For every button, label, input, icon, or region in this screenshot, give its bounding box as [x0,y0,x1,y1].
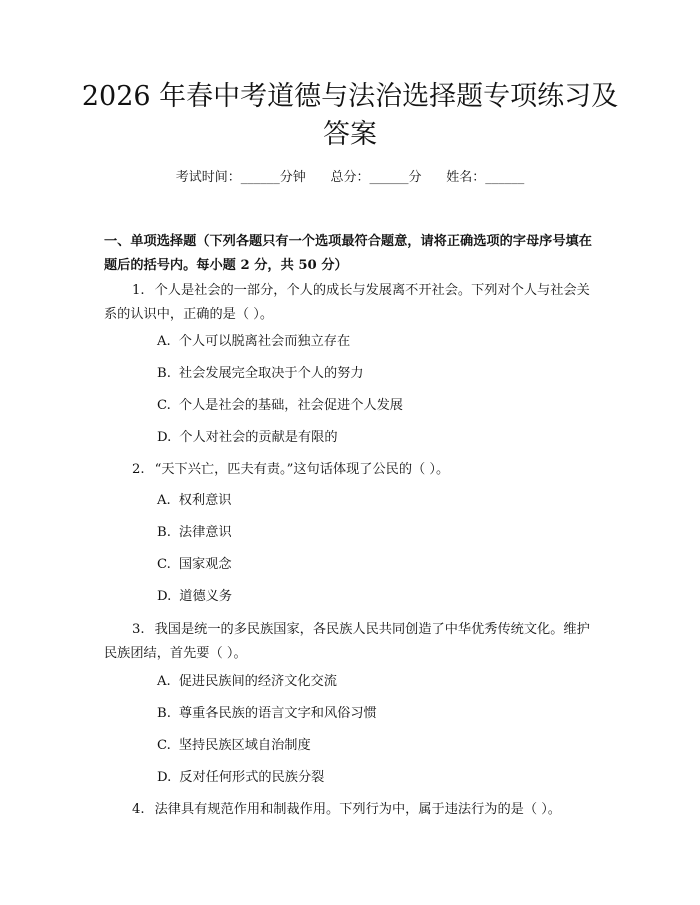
option-text: 坚持民族区域自治制度 [178,738,311,753]
option-letter: B. [157,525,171,540]
option-letter: D. [157,589,172,604]
option-text: 权利意识 [178,493,232,508]
document-title: 2026 年春中考道德与法治选择题专项练习及答案 [81,81,619,150]
question-number: 2. [132,462,145,477]
option-letter: A. [157,674,171,689]
option-text: 道德义务 [179,589,233,604]
option-letter: A. [157,334,171,349]
option-text: 尊重各民族的语言文字和风俗习惯 [178,706,377,721]
section-heading: 一、单项选择题（下列各题只有一个选项最符合题意，请将正确选项的字母序号填在题后的括号内。每小题 2 分，共 50 分） [104,234,592,273]
question-number: 4. [132,802,145,817]
question-text: 我国是统一的多民族国家，各民族人民共同创造了中华优秀传统文化。维护民族团结，首先要（ ）。 [104,622,590,661]
question-text: “天下兴亡，匹夫有责。”这句话体现了公民的（ ）。 [154,462,450,477]
question-3-option-d [157,768,597,788]
option-letter: C. [157,738,171,753]
option-text: 个人可以脱离社会而独立存在 [178,334,351,349]
question-1-option-a [157,332,597,352]
exam-info-line: 考试时间：______分钟 总分：______分 姓名：______ [175,170,525,185]
question-1-option-b [157,364,597,384]
question-1-option-c [157,396,597,416]
question-3-option-c [157,736,597,756]
option-letter: D. [157,430,172,445]
question-2-option-c [157,555,597,575]
option-text: 个人对社会的贡献是有限的 [179,430,338,445]
question-text: 个人是社会的一部分，个人的成长与发展离不开社会。下列对个人与社会关系的认识中，正确的是（ ）。 [104,283,590,322]
option-letter: C. [157,557,171,572]
option-text: 促进民族间的经济文化交流 [178,674,337,689]
question-2-option-a [157,491,597,511]
question-3-option-b [157,704,597,724]
question-number: 1. [132,283,145,298]
option-text: 社会发展完全取决于个人的努力 [178,366,364,381]
option-text: 个人是社会的基础，社会促进个人发展 [178,398,403,413]
option-text: 国家观念 [178,557,232,572]
question-3-option-a [157,672,597,692]
option-letter: C. [157,398,171,413]
question-text: 法律具有规范作用和制裁作用。下列行为中，属于违法行为的是（ ）。 [154,802,561,817]
option-letter: B. [157,706,171,721]
option-text: 法律意识 [178,525,232,540]
question-3 [104,618,602,666]
question-2 [104,458,602,482]
option-letter: B. [157,366,171,381]
question-1-option-d [157,428,597,448]
option-letter: A. [157,493,171,508]
question-2-option-d [157,587,597,607]
option-text: 反对任何形式的民族分裂 [179,770,325,785]
question-2-option-b [157,523,597,543]
question-4 [104,798,602,822]
question-1 [104,279,602,327]
option-letter: D. [157,770,172,785]
question-number: 3. [132,622,145,637]
